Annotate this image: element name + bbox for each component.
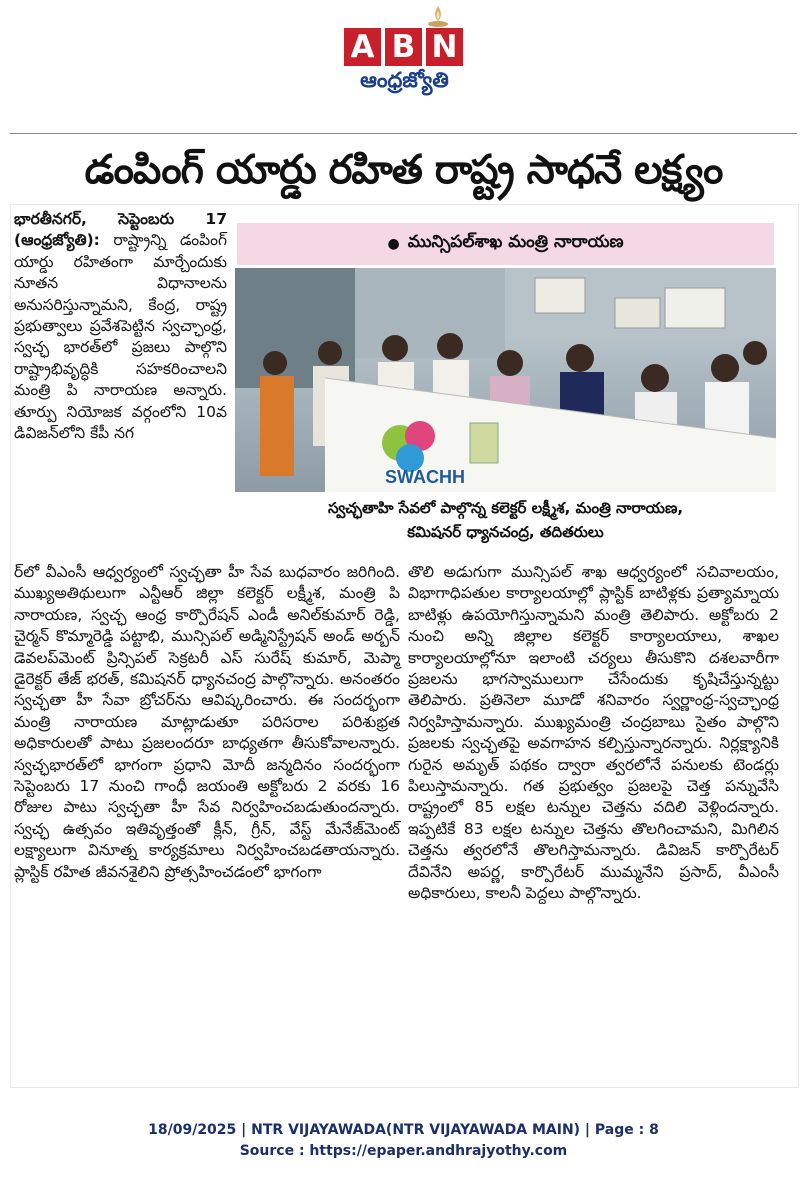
brand-logo bbox=[344, 28, 463, 66]
masthead bbox=[0, 0, 807, 110]
page-headline: డంపింగ్ యార్డు రహిత రాష్ట్ర సాధనే లక్ష్యం bbox=[84, 147, 723, 193]
dateline: భారతీనగర్, సెప్టెంబరు 17 (ఆంధ్రజ్యోతి): bbox=[14, 210, 227, 250]
brand-letter: B bbox=[385, 28, 422, 66]
brand-letter: A bbox=[344, 28, 381, 66]
footer-page-info: 18/09/2025 | NTR VIJAYAWADA(NTR VIJAYAWADA MAIN) | Page : 8 bbox=[148, 1122, 659, 1138]
article-column-left-wide bbox=[14, 562, 400, 883]
lamp-flame-icon bbox=[425, 4, 451, 28]
article-column-right bbox=[408, 562, 779, 905]
brand-letter: N bbox=[426, 28, 463, 66]
article-text: తొలి అడుగుగా మున్సిపల్ శాఖ ఆధ్వర్యంలో సచివాలయం, విభాగాధిపతుల కార్యాలయాల్లో ప్లాస్టిక్ బాటిళ్లకు ప్రత్యామ్నాయ బాటిళ్లు ఉపయోగిస్తున్నామని మంత్రి తెలిపారు. అక్టోబరు 2 నుంచి అన్ని జిల్లాల కలెక్టర్ కార్యాలయాలు, శాఖల కార్యాలయాల్లోనూ ఇలాంటి చర్యలు తీసుకొని దశలవారీగా ప్రజలను భాగస్వాములుగా చేసేందుకు కృషిచేస్తున్నట్టు తెలిపారు. ప్రతినెలా మూడో శనివారం స్వర్ణాంధ్ర-స్వచ్ఛాంధ్ర నిర్వహిస్తామన్నారు. ముఖ్యమంత్రి చంద్రబాబు సైతం పాల్గొని ప్రజలకు స్వచ్ఛతపై అవగాహన కల్పిస్తున్నారన్నారు. నిర్లక్ష్యానికి గురైన అమృత్ పథకం ద్వారా త్వరలోనే పనులకు టెండర్లు పిలుస్తామన్నారు. గత ప్రభుత్వం ప్రజలపై చెత్త పన్నువేసి రాష్ట్రంలో 85 లక్షల టన్నుల చెత్తను వదిలి వెళ్లిందన్నారు. ఇప్పటికే 83 లక్షల టన్నుల చెత్తను తొలగించామని, మిగిలిన చెత్తను త్వరలోనే తొలగిస్తామన్నారు. డివిజన్ కార్పొరేటర్ దేవినేని అపర్ణ, కార్పొరేటర్ ముమ్మనేని ప్రసాద్, వీఎంసీ అధికారులు, కాలనీ పెద్దలు పాల్గొన్నారు. bbox=[408, 563, 779, 903]
article-column-left-narrow bbox=[14, 209, 227, 444]
footer-source: Source : https://epaper.andhrajyothy.com bbox=[239, 1143, 568, 1159]
banner-text: SWACHH bbox=[385, 467, 465, 487]
article-text: ర్‌లో వీఎంసీ ఆధ్వర్యంలో స్వచ్ఛతా హీ సేవ బుధవారం జరిగింది. ముఖ్యఅతిథులుగా ఎన్టీఆర్ జిల్లా కలెక్టర్ లక్ష్మీశ, మంత్రి పి నారాయణ, స్వచ్ఛ ఆంధ్ర కార్పొరేషన్ ఎండీ అనిల్‌కుమార్ రెడ్డి, చైర్మన్ కొమ్మారెడ్డి పట్టాభి, మున్సిపల్ అడ్మినిస్ట్రేషన్ అండ్ అర్బన్ డెవలప్‌మెంట్ ప్రిన్సిపల్ సెక్రటరీ ఎస్ సురేష్ కుమార్, మెప్మా డైరెక్టర్ తేజ్ భరత్, కమిషనర్ ధ్యానచంద్ర పాల్గొన్నారు. అనంతరం స్వచ్ఛతా హీ సేవా బ్రోచర్‌ను ఆవిష్కరించారు. ఈ సందర్భంగా మంత్రి నారాయణ మాట్లాడుతూ పరిసరాల పరిశుభ్రత అధికారులతో పాటు ప్రజలందరూ బాధ్యతగా తీసుకోవాలన్నారు. స్వచ్ఛభారత్‌లో భాగంగా ప్రధాని మోదీ జన్మదినం సందర్భంగా సెప్టెంబరు 17 నుంచి గాంధీ జయంతి అక్టోబరు 2 వరకు 16 రోజుల పాటు స్వచ్ఛతా హీ సేవ నిర్వహించబడుతుందన్నారు. స్వచ్ఛ ఉత్సవం ఇతివృత్తంతో క్లీన్, గ్రీన్, వేస్ట్ మేనేజ్‌మెంట్ లక్ష్యాలుగా వినూత్న కార్యక్రమాలు నిర్వహించబడతాయన్నారు. ప్లాస్టిక్ రహిత జీవనశైలిని ప్రోత్సహించడంలో భాగంగా bbox=[14, 563, 400, 881]
rally-photo-illustration bbox=[235, 268, 776, 492]
photo-caption bbox=[235, 496, 776, 544]
subhead-banner bbox=[237, 223, 774, 265]
subhead-text: మున్సిపల్‌శాఖ మంత్రి నారాయణ bbox=[407, 232, 624, 252]
brand-subtitle: ఆంధ్రజ్యోతి bbox=[360, 68, 449, 92]
article-text: రాష్ట్రాన్ని డంపింగ్ యార్డు రహితంగా మార్చేందుకు నూతన విధానాలను అనుసరిస్తున్నామని, కేంద్ర, రాష్ట్ర ప్రభుత్వాలు ప్రవేశపెట్టిన స్వచ్ఛాంధ్ర, స్వచ్ఛ భారత్‌లో ప్రజలు పాల్గొని రాష్ట్రాభివృద్ధికి సహకరించాలని మంత్రి పి నారాయణ అన్నారు. తూర్పు నియోజక వర్గంలోని 10వ డివిజన్‌లోని కేపీ నగ bbox=[14, 231, 227, 443]
caption-line: కమిషనర్ ధ్యానచంద్ర, తదితరులు bbox=[407, 523, 604, 541]
news-photo bbox=[235, 268, 776, 492]
bullet-icon: ● bbox=[387, 236, 400, 252]
header-divider bbox=[10, 133, 797, 134]
caption-line: స్వచ్ఛతాహి సేవలో పాల్గొన్న కలెక్టర్ లక్ష్మీశ, మంత్రి నారాయణ, bbox=[327, 499, 684, 517]
